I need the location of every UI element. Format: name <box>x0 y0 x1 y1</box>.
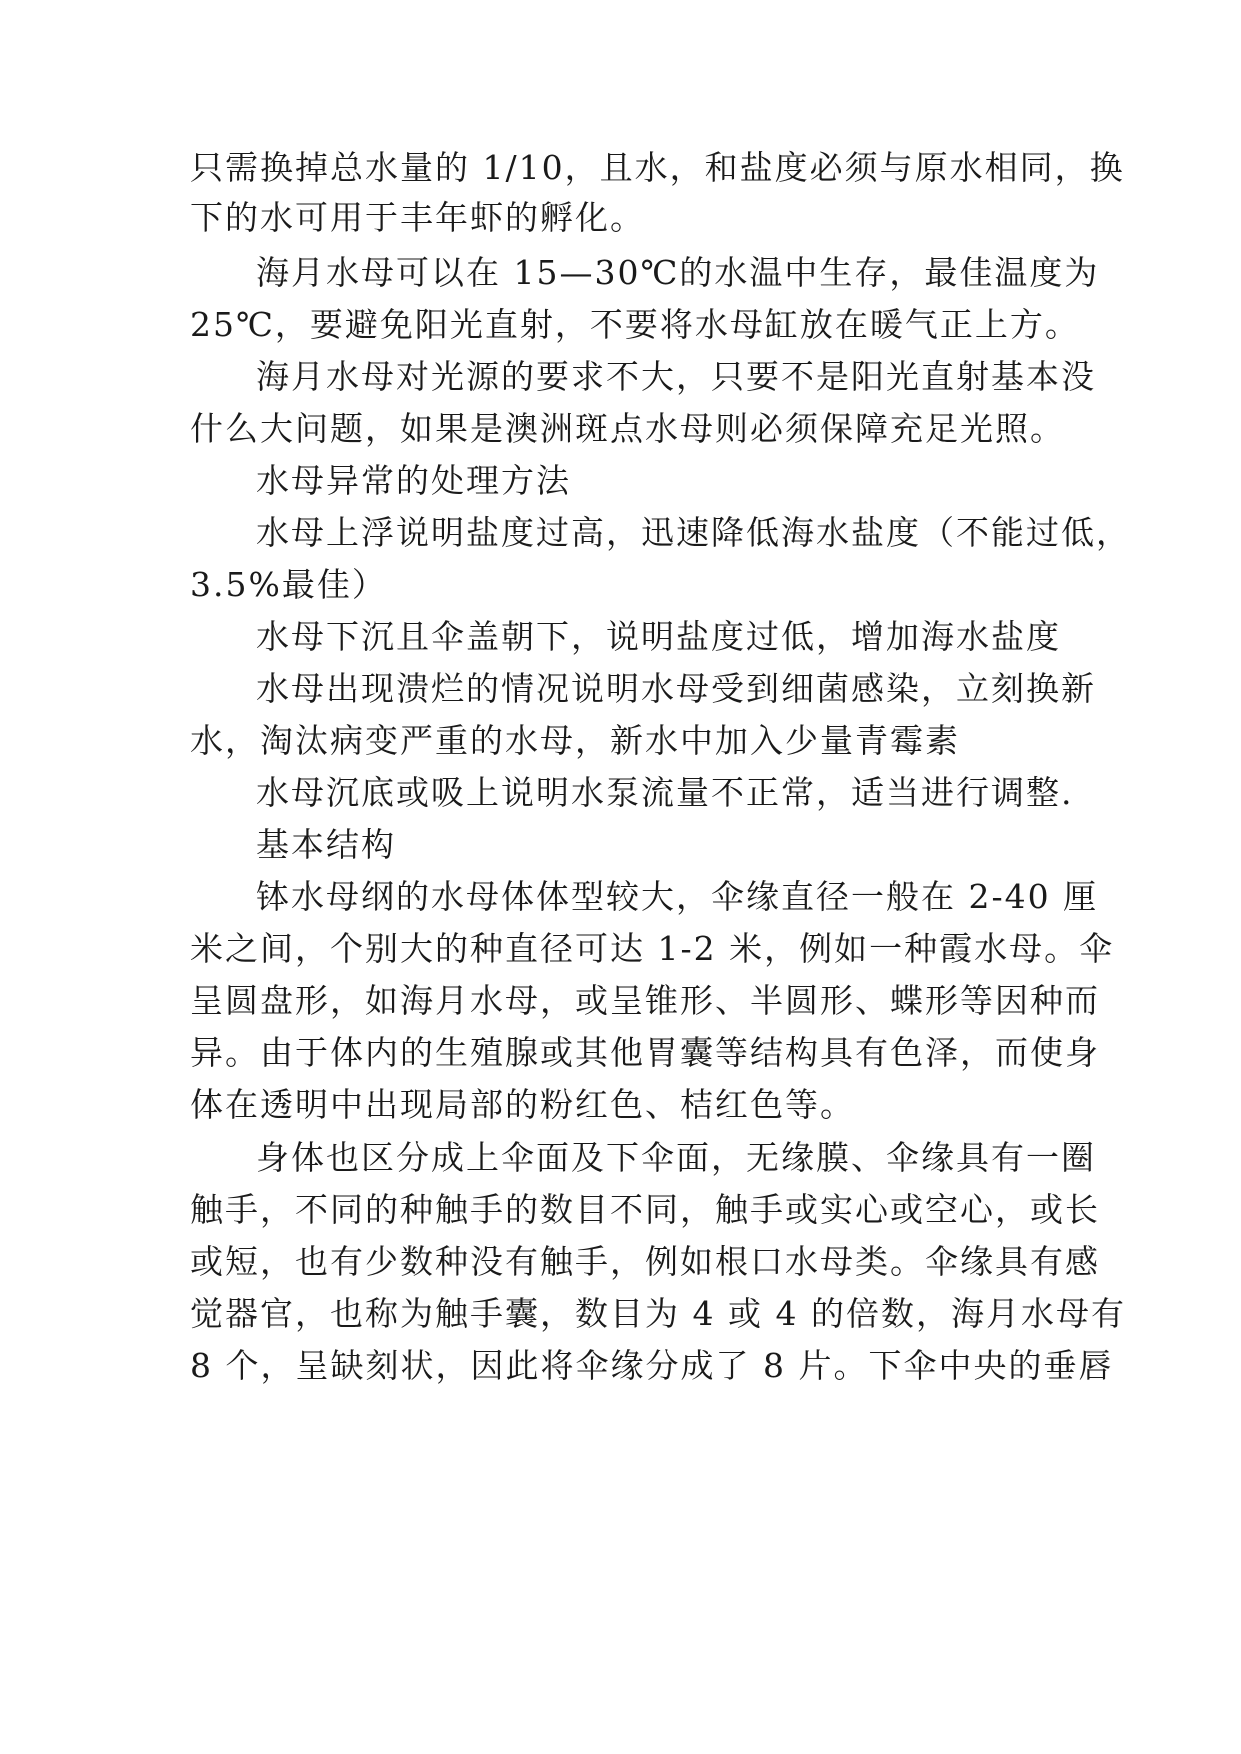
text-line: 觉器官，也称为触手囊，数目为 4 或 4 的倍数，海月水母有 <box>190 1294 1126 1333</box>
text-line: 8 个，呈缺刻状，因此将伞缘分成了 8 片。下伞中央的垂唇 <box>190 1346 1114 1385</box>
text-line: 异。由于体内的生殖腺或其他胃囊等结构具有色泽，而使身 <box>190 1033 1100 1072</box>
text-line: 身体也区分成上伞面及下伞面，无缘膜、伞缘具有一圈 <box>256 1138 1096 1177</box>
text-line: 海月水母可以在 15—30℃的水温中生存，最佳温度为 <box>256 253 1100 292</box>
text-line: 海月水母对光源的要求不大，只要不是阳光直射基本没 <box>256 357 1096 396</box>
text-line: 25℃，要避免阳光直射，不要将水母缸放在暖气正上方。 <box>190 305 1080 344</box>
text-line: 钵水母纲的水母体体型较大，伞缘直径一般在 2-40 厘 <box>256 877 1099 916</box>
text-line: 体在透明中出现局部的粉红色、桔红色等。 <box>190 1085 855 1124</box>
paragraph-pump-flow: 水母沉底或吸上说明水泵流量不正常，适当进行调整. <box>256 773 1074 812</box>
text-line: 水母上浮说明盐度过高，迅速降低海水盐度（不能过低， <box>256 513 1131 552</box>
paragraph-sinking: 水母下沉且伞盖朝下，说明盐度过低，增加海水盐度 <box>256 617 1061 656</box>
text-line: 或短，也有少数种没有触手，例如根口水母类。伞缘具有感 <box>190 1242 1100 1281</box>
text-line: 米之间，个别大的种直径可达 1-2 米，例如一种霞水母。伞 <box>190 929 1115 968</box>
section-heading-basic-structure: 基本结构 <box>256 825 396 864</box>
text-line: 下的水可用于丰年虾的孵化。 <box>190 198 645 237</box>
text-line: 水母出现溃烂的情况说明水母受到细菌感染，立刻换新 <box>256 669 1096 708</box>
text-line: 只需换掉总水量的 1/10，且水，和盐度必须与原水相同，换 <box>190 148 1125 187</box>
text-line: 3.5%最佳） <box>190 565 387 604</box>
text-line: 呈圆盘形，如海月水母，或呈锥形、半圆形、蝶形等因种而 <box>190 981 1100 1020</box>
text-line: 触手，不同的种触手的数目不同，触手或实心或空心，或长 <box>190 1190 1100 1229</box>
text-line: 什么大问题，如果是澳洲斑点水母则必须保障充足光照。 <box>190 409 1065 448</box>
text-line: 水，淘汰病变严重的水母，新水中加入少量青霉素 <box>190 721 960 760</box>
section-heading-abnormal-handling: 水母异常的处理方法 <box>256 461 571 500</box>
